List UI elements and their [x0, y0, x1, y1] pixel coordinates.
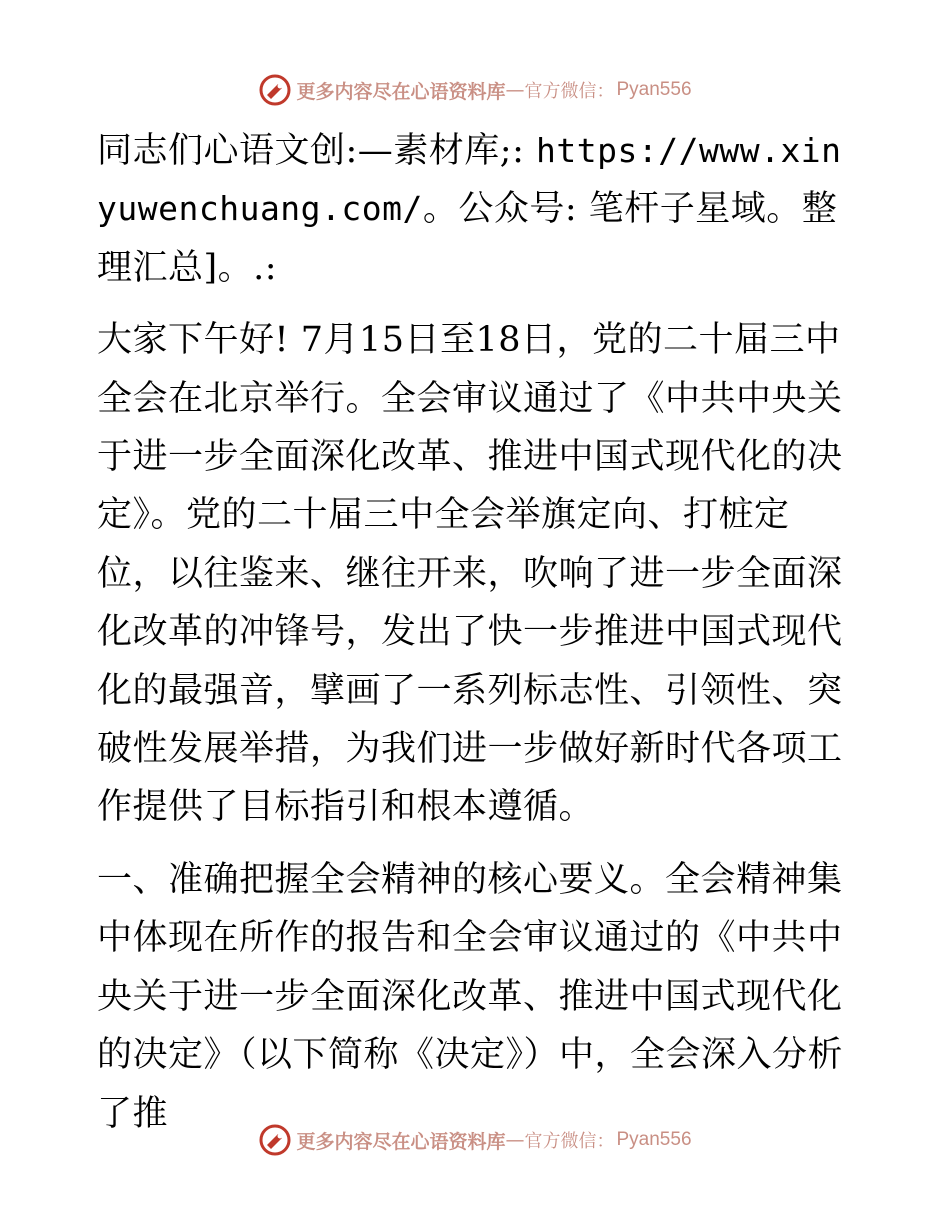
watermark-official-label: 官方微信：	[524, 1131, 615, 1152]
watermark-official-label: 官方微信：	[524, 81, 615, 102]
paragraph-intro: 大家下午好! 7月15日至18日，党的二十届三中全会在北京举行。全会审议通过了《中共中央关于进一步全面深化改革、推进中国式现代化的决定》。党的二十届三中全会举旗定向、打桩定位，以往鉴来、继往开来，吹响了进一步全面深化改革的冲锋号，发出了快一步推进中国式现代化的最强音，擘画了一系列标志性、引领性、突破性发展举措，为我们进一步做好新时代各项工作提供了目标指引和根本遵循。	[97, 320, 843, 828]
watermark-text: 更多内容尽在心语资料库	[296, 80, 506, 103]
watermark-wechat-id: Pyan556	[616, 79, 692, 100]
header-watermark-banner	[0, 70, 950, 110]
watermark-dash: —	[505, 79, 525, 101]
watermark-dash: —	[505, 1129, 525, 1151]
watermark-wechat-id: Pyan556	[616, 1129, 692, 1150]
paragraph-section-one: 一、准确把握全会精神的核心要义。全会精神集中体现在所作的报告和全会审议通过的《中共中央关于进一步全面深化改革、推进中国式现代化的决定》（以下简称《决定》）中，全会深入分析了推	[97, 859, 844, 1134]
source-note-lead: 同志们心语文创:—素材库;:	[97, 131, 537, 171]
document-body	[97, 122, 857, 1143]
brand-logo-icon	[258, 73, 292, 107]
source-url-domain: www.xinyuwenchuang.com/	[97, 131, 842, 229]
source-url-scheme: https://	[536, 131, 699, 170]
watermark-text: 更多内容尽在心语资料库	[296, 1130, 506, 1153]
source-note-tail: 。公众号: 笔杆子星域。整理汇总]。.:	[97, 189, 838, 288]
brand-logo-icon	[258, 1123, 292, 1157]
paragraph-source-note	[97, 122, 857, 297]
footer-watermark-banner	[0, 1120, 950, 1160]
